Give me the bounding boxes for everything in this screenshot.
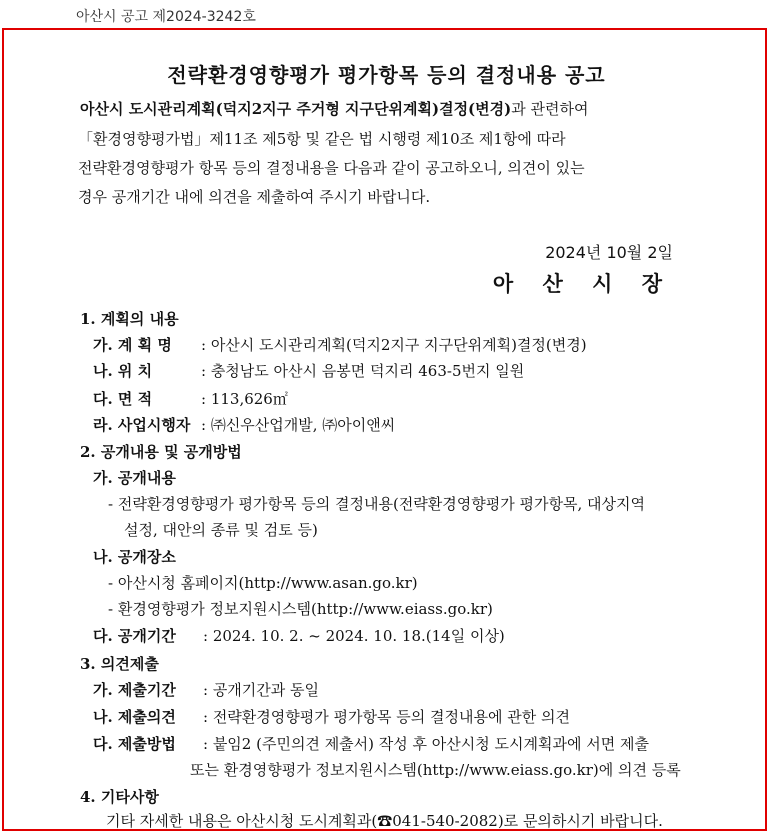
plan-operator-row <box>93 414 395 435</box>
plan-location-row <box>93 360 524 381</box>
notice-date: 2024년 10월 2일 <box>545 243 673 262</box>
opinion-period-value: : 공개기간과 동일 <box>203 681 320 699</box>
opinion-period-row <box>93 679 319 700</box>
disclosure-period-label: 다. 공개기간 <box>93 627 176 645</box>
intro-line-2: 「환경영향평가법」제11조 제5항 및 같은 법 시행령 제10조 제1항에 따라 <box>78 130 566 148</box>
plan-name-value: : 아산시 도시관리계획(덕지2지구 지구단위계획)결정(변경) <box>201 336 587 354</box>
plan-name-row <box>93 334 587 355</box>
other-text: 기타 자세한 내용은 아산시청 도시계획과(☎041-540-2082)로 문의하시기 바랍니다. <box>106 812 663 830</box>
opinion-method-value-1: : 붙임2 (주민의견 제출서) 작성 후 아산시청 도시계획과에 서면 제출 <box>203 735 649 753</box>
notice-number: 아산시 공고 제2024-3242호 <box>76 9 256 25</box>
section-plan-heading: 1. 계획의 내용 <box>80 310 179 328</box>
disclosure-period-value: : 2024. 10. 2. ~ 2024. 10. 18.(14일 이상) <box>203 627 505 645</box>
intro-plan-name: 아산시 도시관리계획(덕지2지구 주거형 지구단위계획)결정(변경) <box>80 100 512 118</box>
plan-name-label: 가. 계 획 명 <box>93 336 172 354</box>
section-opinion-heading: 3. 의견제출 <box>80 655 159 673</box>
plan-area-label: 다. 면 적 <box>93 390 153 408</box>
plan-area-value: : 113,626㎡ <box>201 390 288 408</box>
signer: 아 산 시 장 <box>492 271 673 296</box>
intro-line-1 <box>80 98 588 119</box>
opinion-subject-value: : 전략환경영향평가 평가항목 등의 결정내용에 관한 의견 <box>203 708 570 726</box>
plan-operator-label: 라. 사업시행자 <box>93 416 191 434</box>
disclosure-place-label: 나. 공개장소 <box>93 548 176 566</box>
plan-area-row <box>93 388 288 409</box>
disclosure-content-line-2: 설정, 대안의 종류 및 검토 등) <box>124 521 318 539</box>
disclosure-period-row <box>93 625 505 646</box>
plan-location-label: 나. 위 치 <box>93 362 153 380</box>
opinion-subject-row <box>93 706 570 727</box>
opinion-period-label: 가. 제출기간 <box>93 681 176 699</box>
opinion-subject-label: 나. 제출의견 <box>93 708 176 726</box>
plan-location-value: : 충청남도 아산시 음봉면 덕지리 463-5번지 일원 <box>201 362 525 380</box>
intro-line-4: 경우 공개기간 내에 의견을 제출하여 주시기 바랍니다. <box>78 188 431 206</box>
opinion-method-value-2: 또는 환경영향평가 정보지원시스템(http://www.eiass.go.kr)에 의견 등록 <box>190 761 681 779</box>
opinion-method-row <box>93 733 649 754</box>
disclosure-content-line-1: - 전략환경영향평가 평가항목 등의 결정내용(전략환경영향평가 평가항목, 대상지역 <box>108 495 645 513</box>
disclosure-place-item-1: - 아산시청 홈페이지(http://www.asan.go.kr) <box>108 574 418 592</box>
page-title: 전략환경영향평가 평가항목 등의 결정내용 공고 <box>167 63 606 87</box>
disclosure-place-item-2: - 환경영향평가 정보지원시스템(http://www.eiass.go.kr) <box>108 600 493 618</box>
disclosure-content-label: 가. 공개내용 <box>93 469 176 487</box>
plan-operator-value: : ㈜신우산업개발, ㈜아이앤씨 <box>201 416 396 434</box>
section-other-heading: 4. 기타사항 <box>80 788 159 806</box>
intro-line-3: 전략환경영향평가 항목 등의 결정내용을 다음과 같이 공고하오니, 의견이 있는 <box>78 159 585 177</box>
section-disclosure-heading: 2. 공개내용 및 공개방법 <box>80 443 242 461</box>
intro-line-1-rest: 과 관련하여 <box>511 100 589 118</box>
opinion-method-label: 다. 제출방법 <box>93 735 176 753</box>
